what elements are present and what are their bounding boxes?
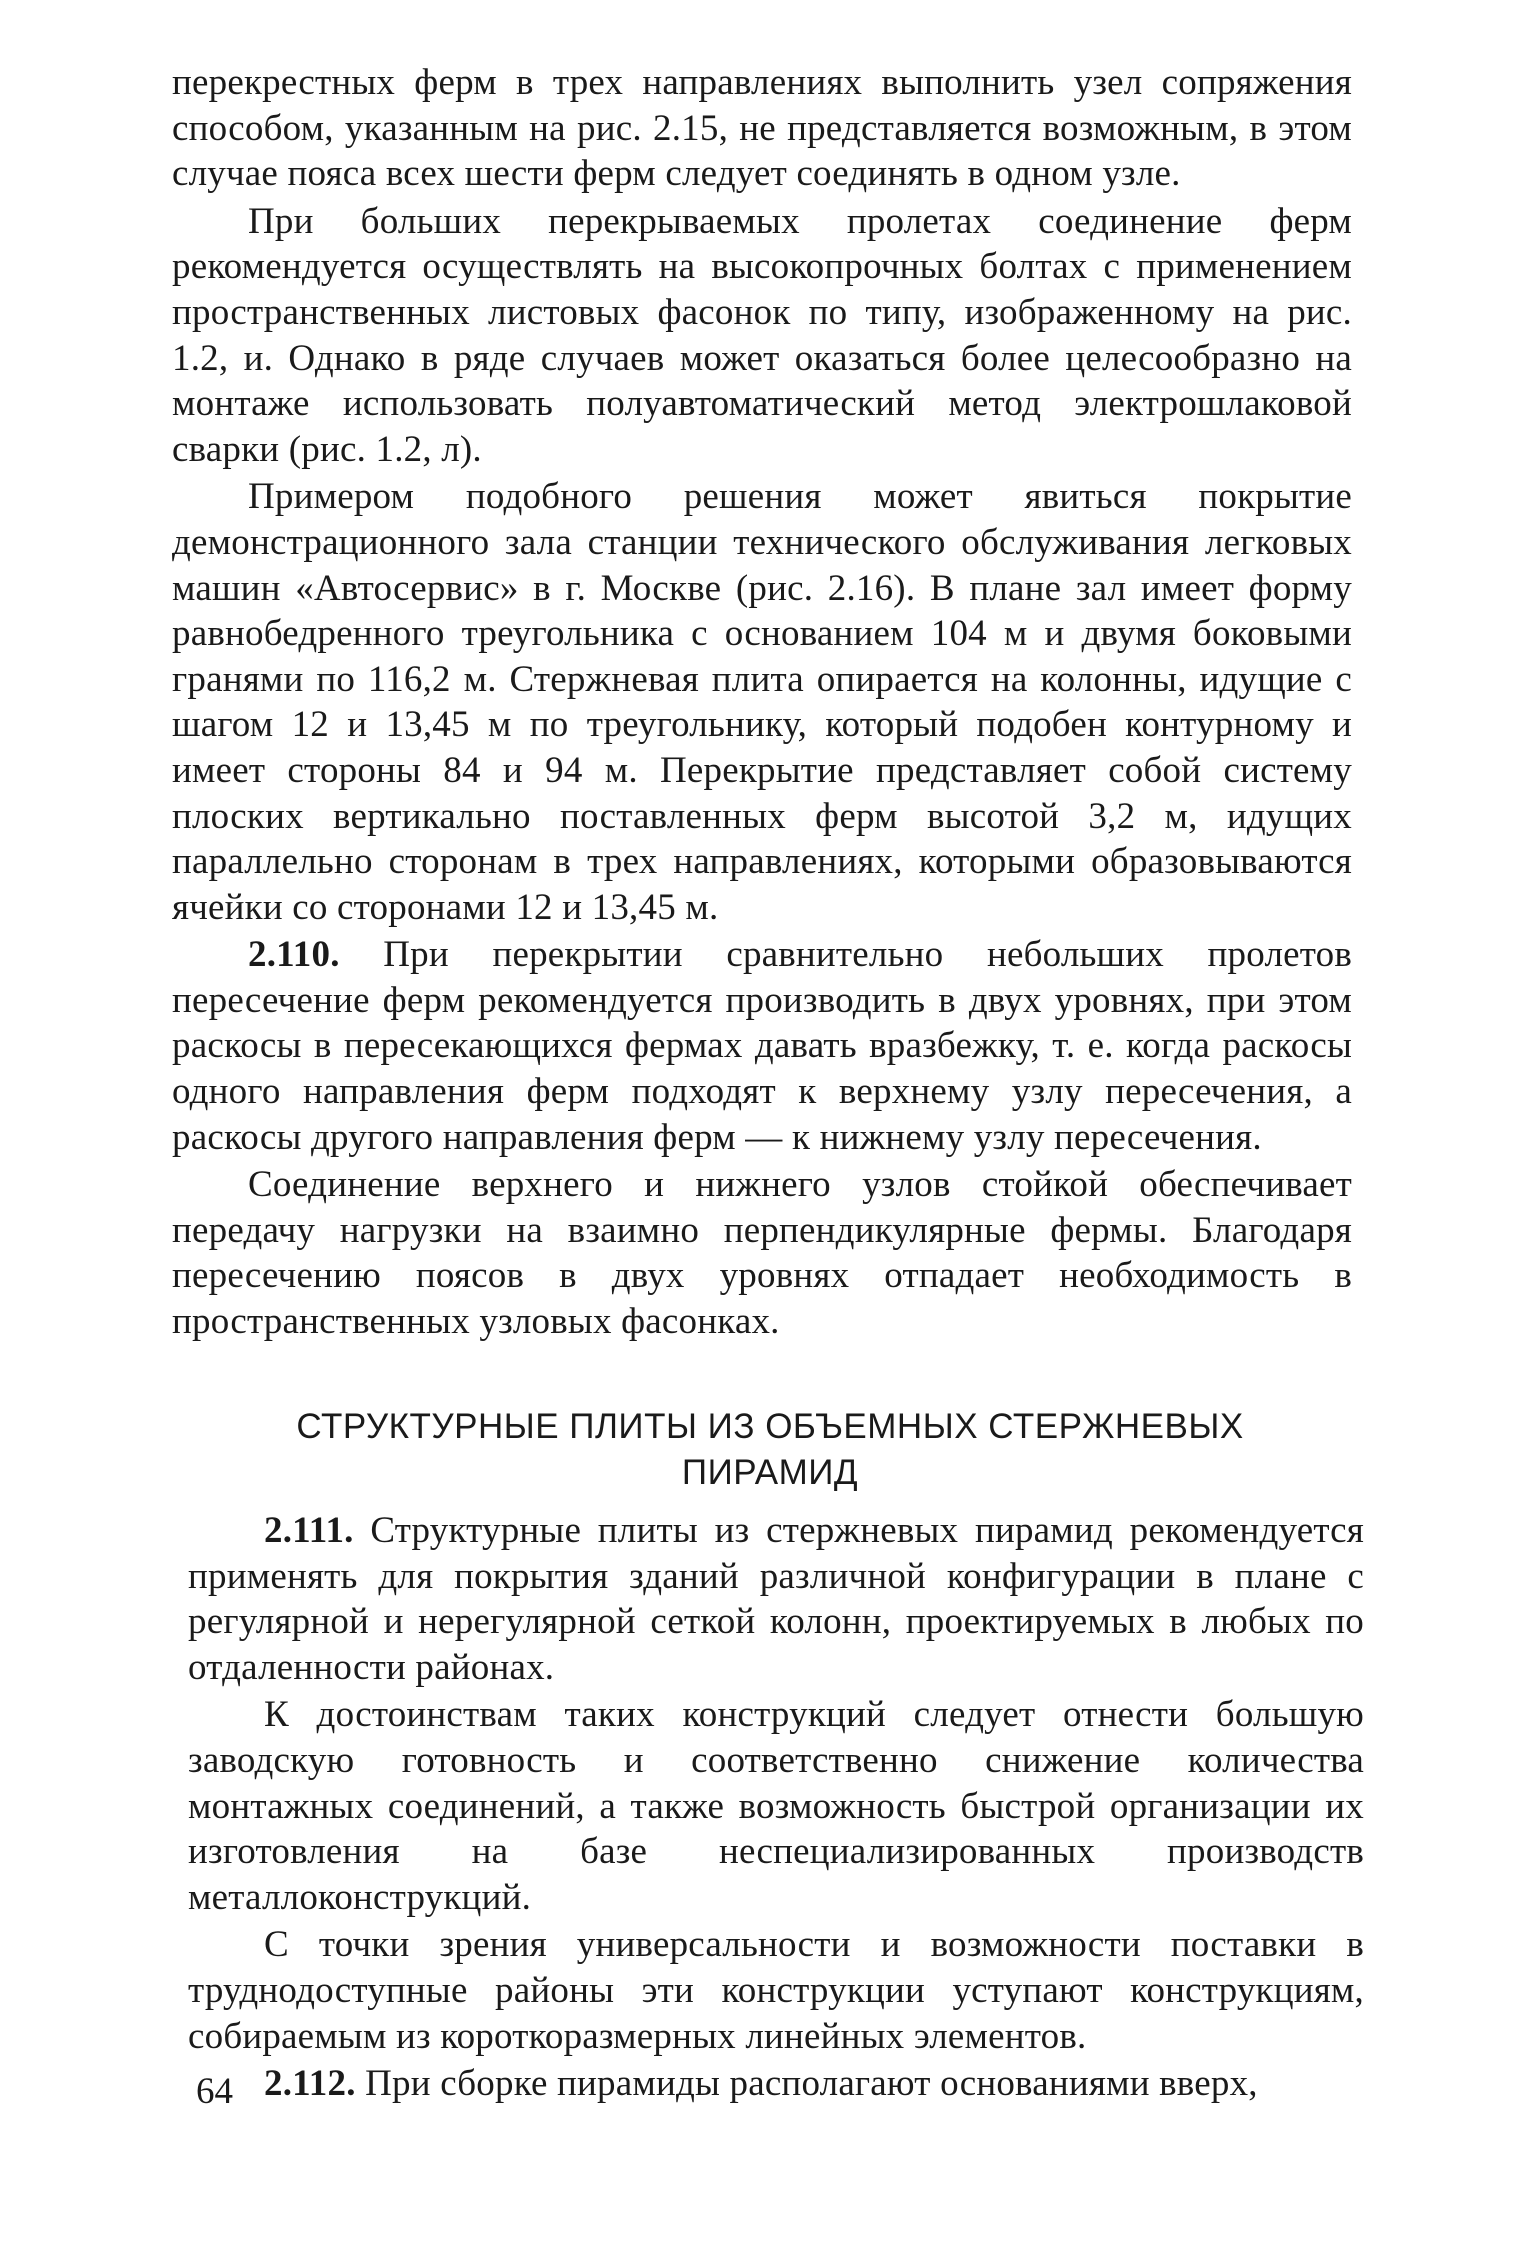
paragraph-node-connection: Соединение верхнего и нижнего узлов стойкой обеспечивает передачу нагрузки на взаимно перпендикулярные фермы. Благодаря пересечению поясов в двух уровнях отпадает необходимость в пространственных узловых фасонках.: [172, 1164, 1352, 1343]
section-heading-line-1: СТРУКТУРНЫЕ ПЛИТЫ ИЗ ОБЪЕМНЫХ СТЕРЖНЕВЫХ: [296, 1407, 1244, 1446]
paragraph-2-111: [188, 1508, 1364, 1690]
section-heading: [180, 1404, 1360, 1496]
page-number: 64: [196, 2071, 233, 2112]
section-heading-line-2: ПИРАМИД: [681, 1453, 859, 1492]
clause-number-2-110: 2.110.: [248, 934, 340, 976]
clause-number-2-112: 2.112.: [264, 2063, 356, 2105]
clause-number-2-111: 2.111.: [264, 1510, 354, 1551]
paragraph-autoservice-example: Примером подобного решения может явиться покрытие демонстрационного зала станции технического обслуживания легковых машин «Автосервис» в г. Москве (рис. 2.16). В плане зал имеет форму равнобедренного треугольника с основанием 104 м и двумя боковыми гранями по 116,2 м. Стержневая плита опирается на колонны, идущие с шагом 12 и 13,45 м по треугольнику, который подобен контурному и имеет стороны 84 и 94 м. Перекрытие представляет собой систему плоских вертикально поставленных ферм высотой 3,2 м, идущих параллельно сторонам в трех направлениях, которыми образовываются ячейки со сторонами 12 и 13,45 м.: [172, 476, 1352, 928]
paragraph-2-112: [188, 2061, 1364, 2107]
paragraph-universality: С точки зрения универсальности и возможности поставки в труднодоступные районы эти конструкции уступают конструкциям, собираемым из короткоразмерных линейных элементов.: [188, 1924, 1364, 2057]
clause-text-2-111: Структурные плиты из стержневых пирамид рекомендуется применять для покрытия зданий различной конфигурации в плане с регулярной и нерегулярной сеткой колонн, проектируемых в любых по отдаленности районах.: [188, 1510, 1364, 1688]
paragraph-advantages: К достоинствам таких конструкций следует отнести большую заводскую готовность и соответственно снижение количества монтажных соединений, а также возможность быстрой организации их изготовления на базе неспециализированных производств металлоконструкций.: [188, 1694, 1364, 1918]
clause-text-2-112: При сборке пирамиды располагают основаниями вверх,: [355, 2063, 1258, 2105]
clause-text-2-110: При перекрытии сравнительно небольших пролетов пересечение ферм рекомендуется производить в двух уровнях, при этом раскосы в пересекающихся фермах давать вразбежку, т. е. когда раскосы одного направления ферм подходят к верхнему узлу пересечения, а раскосы другого направления ферм — к нижнему узлу пересечения.: [172, 934, 1352, 1158]
paragraph-2-110: [172, 932, 1352, 1160]
text-block-lower: [188, 1508, 1364, 2107]
text-block-upper: [172, 60, 1352, 1345]
paragraph-bolted-connections: При больших перекрываемых пролетах соединение ферм рекомендуется осуществлять на высокопрочных болтах с применением пространственных листовых фасонок по типу, изображенному на рис. 1.2, и. Однако в ряде случаев может оказаться более целесообразно на монтаже использовать полуавтоматический метод электрошлаковой сварки (рис. 1.2, л).: [172, 200, 1352, 470]
paragraph-continuation: перекрестных ферм в трех направлениях выполнить узел сопряжения способом, указанным на рис. 2.15, не представляется возможным, в этом случае пояса всех шести ферм следует соединять в одном узле.: [172, 62, 1352, 195]
